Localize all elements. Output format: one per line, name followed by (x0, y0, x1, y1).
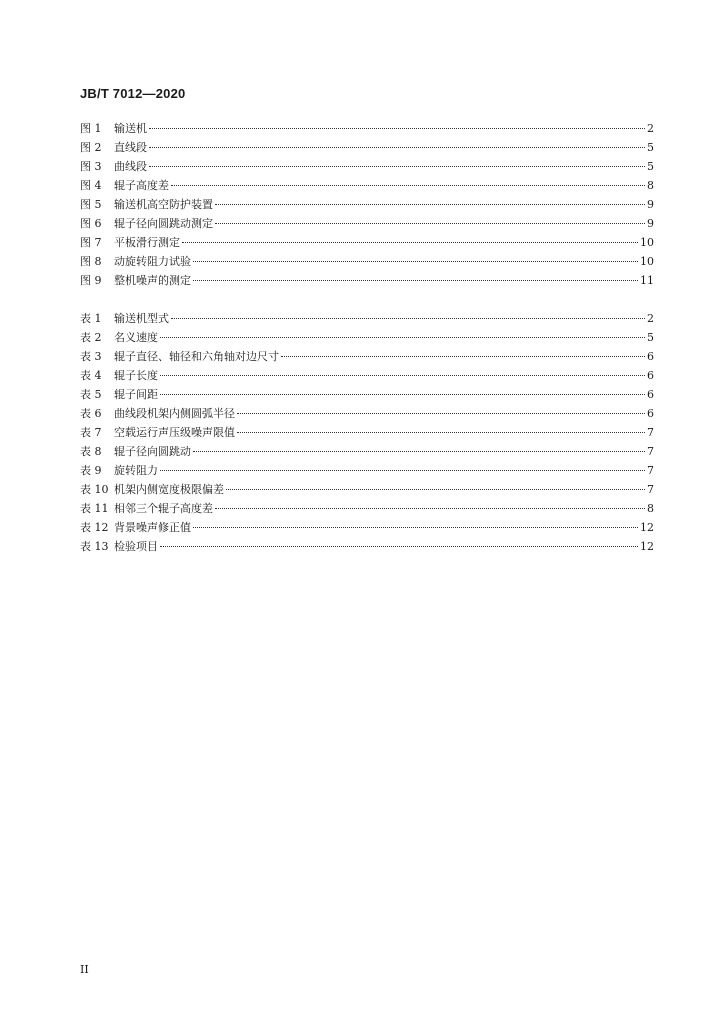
dot-leader (193, 527, 638, 528)
figure-list (80, 119, 654, 290)
page-number: 7 (647, 464, 654, 477)
table-title: 辊子长度 (114, 369, 158, 382)
table-title: 检验项目 (114, 540, 158, 553)
table-entry[interactable] (80, 442, 654, 461)
figure-label: 图 5 (80, 198, 102, 211)
dot-leader (281, 356, 645, 357)
page-number: 7 (647, 426, 654, 439)
figure-title: 直线段 (114, 141, 147, 154)
figure-title: 辊子高度差 (114, 179, 169, 192)
page-number: 6 (647, 350, 654, 363)
page-footer-number: II (80, 963, 89, 976)
figure-label: 图 9 (80, 274, 102, 287)
table-entry[interactable] (80, 309, 654, 328)
table-label: 表 2 (80, 331, 102, 344)
table-entry[interactable] (80, 328, 654, 347)
page-number: 9 (647, 198, 654, 211)
figure-label: 图 3 (80, 160, 102, 173)
page-number: 2 (647, 122, 654, 135)
table-label: 表 12 (80, 521, 109, 534)
table-entry[interactable] (80, 347, 654, 366)
table-label: 表 11 (80, 502, 109, 515)
page-number: 9 (647, 217, 654, 230)
dot-leader (149, 128, 645, 129)
figure-label: 图 2 (80, 141, 102, 154)
figure-entry[interactable] (80, 195, 654, 214)
table-label: 表 7 (80, 426, 102, 439)
table-title: 背景噪声修正值 (114, 521, 191, 534)
figure-label: 图 6 (80, 217, 102, 230)
dot-leader (182, 242, 638, 243)
figure-entry[interactable] (80, 119, 654, 138)
dot-leader (160, 337, 645, 338)
standard-code-header: JB/T 7012—2020 (80, 86, 186, 101)
figure-entry[interactable] (80, 214, 654, 233)
dot-leader (215, 223, 645, 224)
table-title: 名义速度 (114, 331, 158, 344)
dot-leader (160, 394, 645, 395)
table-title: 机架内侧宽度极限偏差 (114, 483, 224, 496)
page-number: 5 (647, 160, 654, 173)
dot-leader (215, 508, 645, 509)
table-label: 表 10 (80, 483, 109, 496)
table-label: 表 13 (80, 540, 109, 553)
dot-leader (149, 166, 645, 167)
figure-entry[interactable] (80, 252, 654, 271)
page-number: 10 (640, 255, 654, 268)
table-entry[interactable] (80, 518, 654, 537)
table-title: 曲线段机架内侧圆弧半径 (114, 407, 235, 420)
page-number: 6 (647, 369, 654, 382)
dot-leader (237, 432, 645, 433)
dot-leader (160, 470, 645, 471)
page-number: 6 (647, 388, 654, 401)
dot-leader (160, 375, 645, 376)
dot-leader (149, 147, 645, 148)
figure-label: 图 4 (80, 179, 102, 192)
figure-title: 动旋转阻力试验 (114, 255, 191, 268)
figure-entry[interactable] (80, 176, 654, 195)
table-list (80, 309, 654, 556)
table-label: 表 5 (80, 388, 102, 401)
page-number: 6 (647, 407, 654, 420)
figure-entry[interactable] (80, 271, 654, 290)
dot-leader (215, 204, 645, 205)
figure-label: 图 1 (80, 122, 102, 135)
page-number: 7 (647, 445, 654, 458)
figure-title: 曲线段 (114, 160, 147, 173)
table-title: 辊子径向圆跳动 (114, 445, 191, 458)
table-label: 表 4 (80, 369, 102, 382)
page-number: 11 (640, 274, 654, 287)
table-label: 表 1 (80, 312, 102, 325)
table-entry[interactable] (80, 461, 654, 480)
table-entry[interactable] (80, 366, 654, 385)
figure-title: 输送机 (114, 122, 147, 135)
table-title: 相邻三个辊子高度差 (114, 502, 213, 515)
dot-leader (171, 185, 645, 186)
figure-entry[interactable] (80, 157, 654, 176)
figure-label: 图 7 (80, 236, 102, 249)
table-entry[interactable] (80, 499, 654, 518)
page-number: 12 (640, 540, 654, 553)
figure-entry[interactable] (80, 138, 654, 157)
page-number: 10 (640, 236, 654, 249)
page-number: 5 (647, 331, 654, 344)
figure-label: 图 8 (80, 255, 102, 268)
table-label: 表 8 (80, 445, 102, 458)
figure-title: 整机噪声的测定 (114, 274, 191, 287)
figure-title: 输送机高空防护装置 (114, 198, 213, 211)
page-number: 8 (647, 179, 654, 192)
figure-title: 平板滑行测定 (114, 236, 180, 249)
page-number: 7 (647, 483, 654, 496)
table-title: 旋转阻力 (114, 464, 158, 477)
page-number: 2 (647, 312, 654, 325)
dot-leader (171, 318, 645, 319)
dot-leader (193, 280, 638, 281)
table-title: 空载运行声压级噪声限值 (114, 426, 235, 439)
table-title: 辊子间距 (114, 388, 158, 401)
dot-leader (237, 413, 645, 414)
page-number: 8 (647, 502, 654, 515)
table-title: 输送机型式 (114, 312, 169, 325)
table-title: 辊子直径、轴径和六角轴对边尺寸 (114, 350, 279, 363)
table-label: 表 6 (80, 407, 102, 420)
figure-title: 辊子径向圆跳动测定 (114, 217, 213, 230)
table-label: 表 3 (80, 350, 102, 363)
page-number: 12 (640, 521, 654, 534)
table-entry[interactable] (80, 404, 654, 423)
page-number: 5 (647, 141, 654, 154)
table-entry[interactable] (80, 537, 654, 556)
table-entry[interactable] (80, 480, 654, 499)
dot-leader (160, 546, 638, 547)
dot-leader (193, 451, 645, 452)
figure-entry[interactable] (80, 233, 654, 252)
table-entry[interactable] (80, 423, 654, 442)
dot-leader (193, 261, 638, 262)
table-label: 表 9 (80, 464, 102, 477)
dot-leader (226, 489, 645, 490)
table-entry[interactable] (80, 385, 654, 404)
